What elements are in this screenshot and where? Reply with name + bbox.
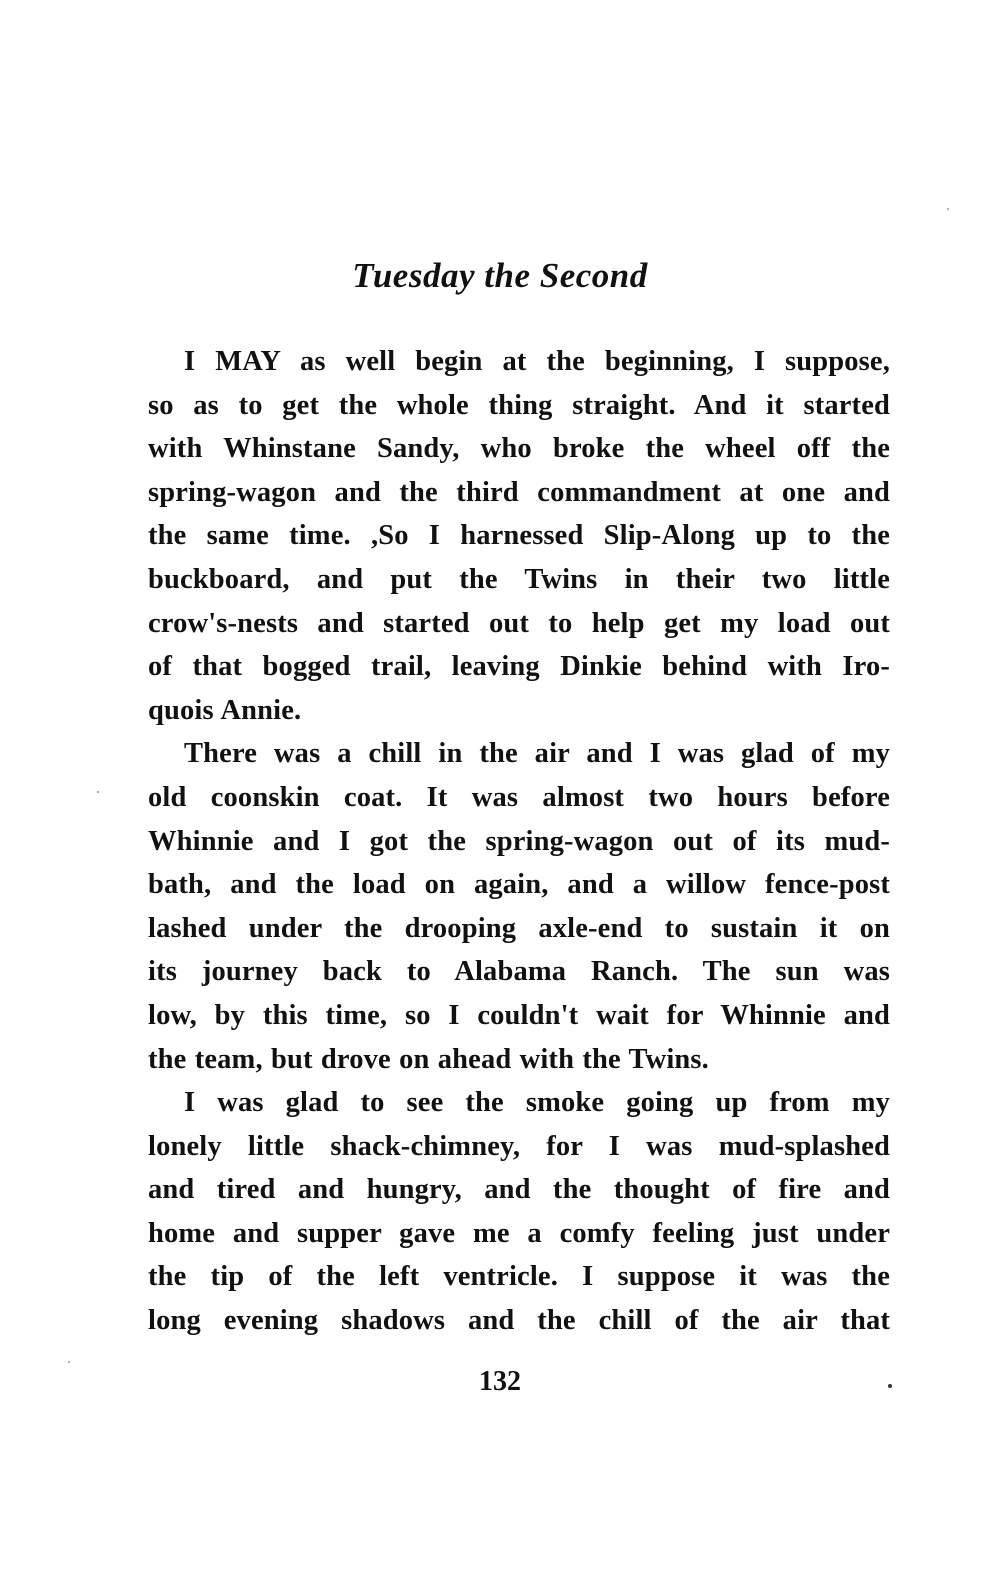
text-line: the same time. ,So I harnessed Slip-Along up to the: [148, 520, 890, 552]
running-head: Tuesday the Second: [352, 256, 648, 295]
page-number: 132: [479, 1366, 521, 1397]
text-line: buckboard, and put the Twins in their two little: [148, 563, 890, 595]
text-line: There was a chill in the air and I was glad of my: [184, 738, 890, 770]
scan-speck: [97, 791, 99, 793]
text-line: with Whinstane Sandy, who broke the wheel off the: [148, 433, 890, 465]
text-line: long evening shadows and the chill of the air that: [148, 1305, 890, 1337]
body-text: [148, 340, 890, 1343]
text-line: lonely little shack-chimney, for I was mud-splashed: [148, 1130, 890, 1162]
text-line: the team, but drove on ahead with the Twins.: [148, 1043, 709, 1075]
text-line: the tip of the left ventricle. I suppose it was the: [148, 1261, 890, 1293]
text-line: I MAY as well begin at the beginning, I suppose,: [184, 346, 890, 377]
text-line: its journey back to Alabama Ranch. The sun was: [148, 956, 890, 988]
text-line: spring-wagon and the third commandment at one and: [148, 476, 890, 508]
text-line: I was glad to see the smoke going up from my: [184, 1087, 890, 1119]
text-line: quois Annie.: [148, 694, 302, 726]
text-line: home and supper gave me a comfy feeling just under: [148, 1217, 890, 1249]
text-line: bath, and the load on again, and a willow fence-post: [148, 869, 890, 901]
text-line: low, by this time, so I couldn't wait for Whinnie and: [148, 999, 890, 1031]
text-line: and tired and hungry, and the thought of fire and: [148, 1174, 890, 1206]
text-line: lashed under the drooping axle-end to sustain it on: [148, 912, 890, 944]
scan-speck: [947, 208, 949, 210]
text-line: so as to get the whole thing straight. And it started: [148, 389, 890, 421]
scan-speck: [888, 1384, 892, 1388]
text-line: old coonskin coat. It was almost two hours before: [148, 781, 890, 813]
text-line: of that bogged trail, leaving Dinkie behind with Iro-: [148, 651, 890, 683]
scan-speck: [68, 1361, 70, 1363]
text-line: crow's-nests and started out to help get my load out: [148, 607, 890, 639]
text-line: Whinnie and I got the spring-wagon out of its mud-: [148, 825, 890, 857]
